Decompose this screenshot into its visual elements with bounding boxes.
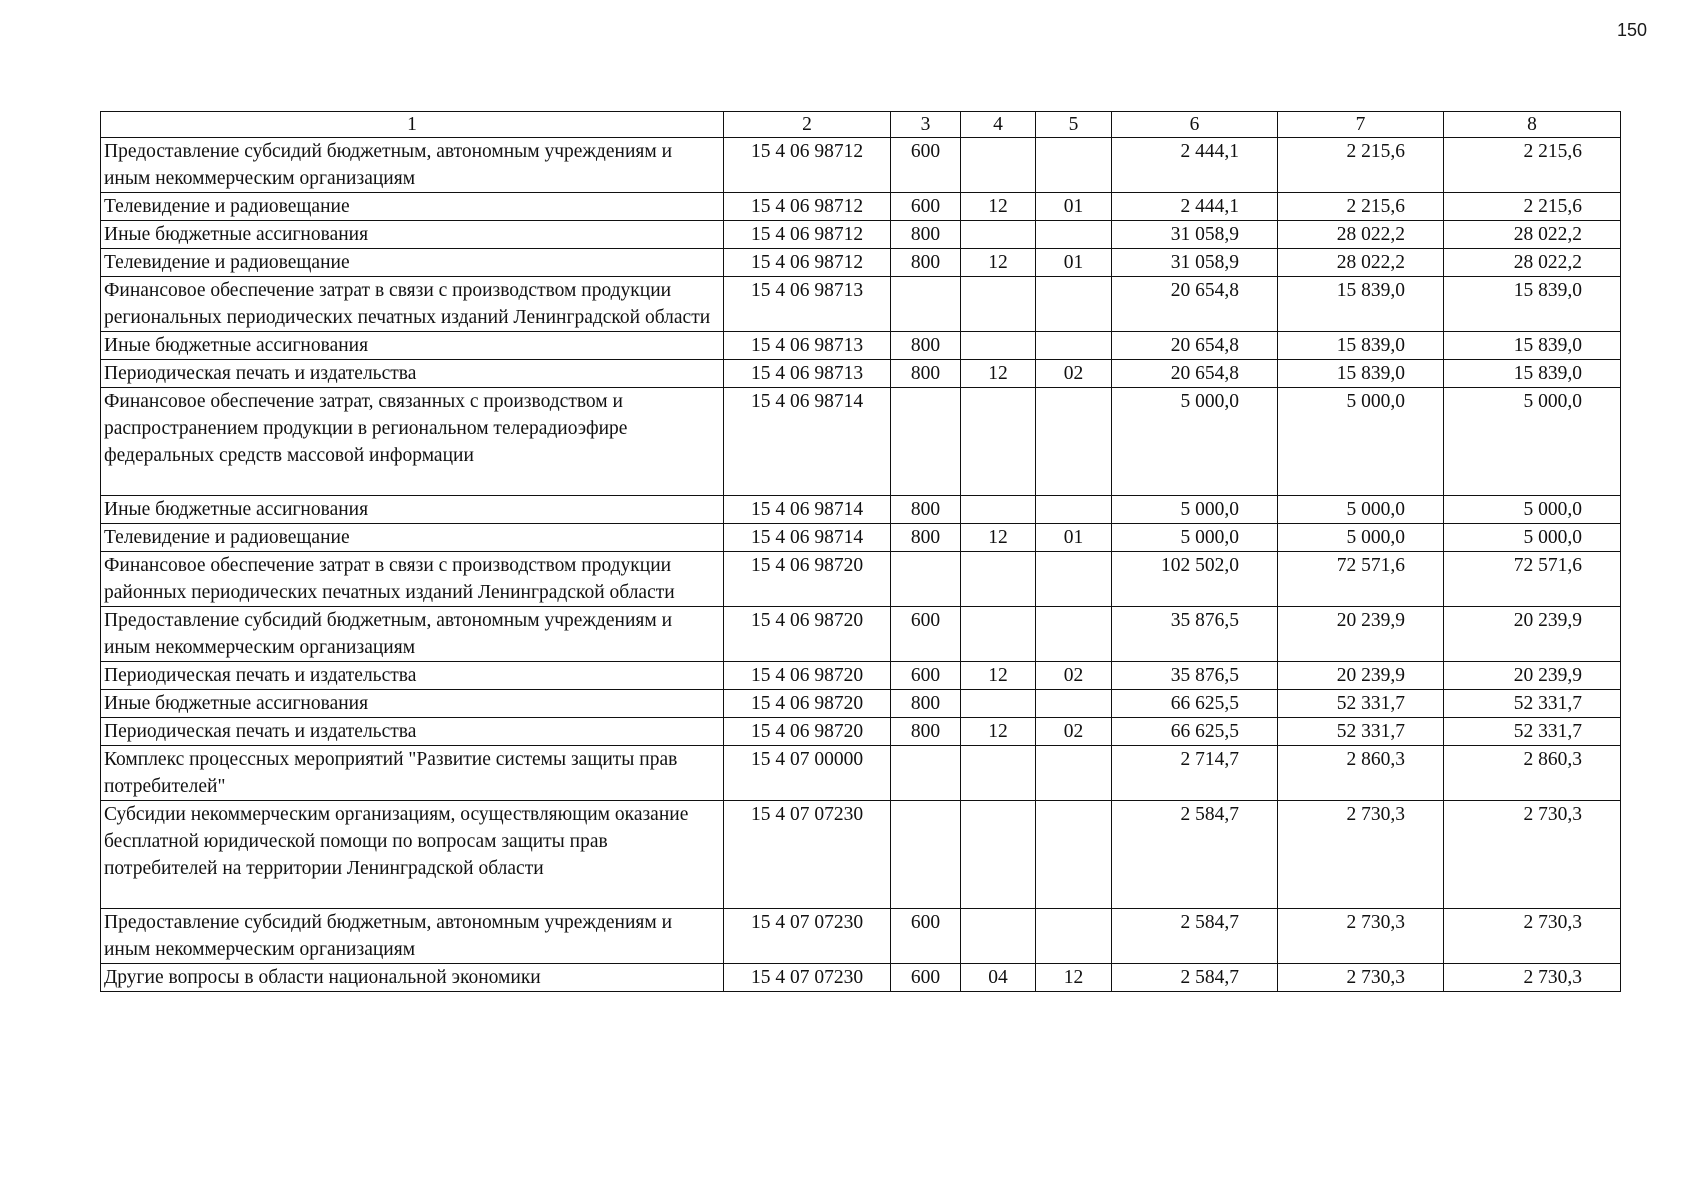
row-value-col6: 2 584,7 (1112, 801, 1278, 909)
row-name: Иные бюджетные ассигнования (101, 496, 724, 524)
table-row (101, 690, 1621, 718)
row-name: Субсидии некоммерческим организациям, осуществляющим оказание бесплатной юридической помощи по вопросам защиты прав потребителей на территории Ленинградской области (101, 801, 724, 909)
row-value-col7: 15 839,0 (1278, 332, 1444, 360)
table-row (101, 552, 1621, 607)
table-row (101, 662, 1621, 690)
row-subsection: 12 (1036, 964, 1112, 992)
row-value-col7: 20 239,9 (1278, 607, 1444, 662)
table-row (101, 277, 1621, 332)
row-code: 15 4 06 98712 (724, 193, 891, 221)
row-subsection (1036, 607, 1112, 662)
row-code: 15 4 06 98712 (724, 249, 891, 277)
table-row (101, 746, 1621, 801)
row-value-col6: 20 654,8 (1112, 332, 1278, 360)
row-subsection: 01 (1036, 193, 1112, 221)
budget-table (100, 111, 1621, 992)
row-section: 04 (961, 964, 1036, 992)
row-value-col8: 15 839,0 (1444, 332, 1621, 360)
row-section (961, 801, 1036, 909)
row-value-col7: 2 730,3 (1278, 801, 1444, 909)
row-section (961, 277, 1036, 332)
row-subsection (1036, 221, 1112, 249)
row-expense-type: 800 (891, 496, 961, 524)
row-subsection (1036, 496, 1112, 524)
row-expense-type: 600 (891, 662, 961, 690)
row-name: Предоставление субсидий бюджетным, автономным учреждениям и иным некоммерческим организациям (101, 909, 724, 964)
row-expense-type: 600 (891, 607, 961, 662)
row-expense-type: 600 (891, 964, 961, 992)
row-expense-type: 600 (891, 909, 961, 964)
col-header-2: 2 (724, 112, 891, 138)
table-row (101, 524, 1621, 552)
row-value-col8: 52 331,7 (1444, 718, 1621, 746)
row-code: 15 4 06 98720 (724, 718, 891, 746)
row-expense-type: 800 (891, 524, 961, 552)
row-section: 12 (961, 662, 1036, 690)
header-row (101, 112, 1621, 138)
col-header-8: 8 (1444, 112, 1621, 138)
row-value-col7: 15 839,0 (1278, 360, 1444, 388)
row-value-col8: 2 730,3 (1444, 964, 1621, 992)
row-subsection: 02 (1036, 718, 1112, 746)
table-row (101, 964, 1621, 992)
row-name: Предоставление субсидий бюджетным, автономным учреждениям и иным некоммерческим организациям (101, 607, 724, 662)
row-subsection (1036, 801, 1112, 909)
table-body (101, 138, 1621, 992)
col-header-1: 1 (101, 112, 724, 138)
row-subsection: 02 (1036, 360, 1112, 388)
row-name: Иные бюджетные ассигнования (101, 221, 724, 249)
row-value-col6: 5 000,0 (1112, 496, 1278, 524)
row-value-col8: 20 239,9 (1444, 607, 1621, 662)
row-value-col8: 28 022,2 (1444, 249, 1621, 277)
row-name: Финансовое обеспечение затрат, связанных с производством и распространением продукции в региональном телерадиоэфире федеральных средств массовой информации (101, 388, 724, 496)
row-section (961, 496, 1036, 524)
row-code: 15 4 07 07230 (724, 909, 891, 964)
row-section (961, 221, 1036, 249)
row-value-col7: 2 215,6 (1278, 138, 1444, 193)
row-name: Финансовое обеспечение затрат в связи с производством продукции региональных периодических печатных изданий Ленинградской области (101, 277, 724, 332)
row-section: 12 (961, 718, 1036, 746)
row-code: 15 4 06 98713 (724, 277, 891, 332)
row-value-col7: 28 022,2 (1278, 249, 1444, 277)
row-section (961, 690, 1036, 718)
row-value-col6: 5 000,0 (1112, 524, 1278, 552)
row-value-col8: 2 860,3 (1444, 746, 1621, 801)
row-value-col7: 2 215,6 (1278, 193, 1444, 221)
row-expense-type: 800 (891, 718, 961, 746)
row-section: 12 (961, 193, 1036, 221)
row-name: Телевидение и радиовещание (101, 193, 724, 221)
col-header-6: 6 (1112, 112, 1278, 138)
row-expense-type: 800 (891, 332, 961, 360)
row-value-col7: 52 331,7 (1278, 690, 1444, 718)
row-value-col8: 2 215,6 (1444, 193, 1621, 221)
row-code: 15 4 06 98720 (724, 690, 891, 718)
row-code: 15 4 07 07230 (724, 801, 891, 909)
row-expense-type (891, 801, 961, 909)
row-value-col7: 72 571,6 (1278, 552, 1444, 607)
row-subsection (1036, 277, 1112, 332)
row-name: Иные бюджетные ассигнования (101, 690, 724, 718)
row-section: 12 (961, 249, 1036, 277)
row-value-col7: 5 000,0 (1278, 388, 1444, 496)
row-subsection (1036, 552, 1112, 607)
row-subsection: 01 (1036, 524, 1112, 552)
row-value-col8: 72 571,6 (1444, 552, 1621, 607)
row-subsection (1036, 690, 1112, 718)
row-code: 15 4 06 98720 (724, 552, 891, 607)
row-value-col6: 31 058,9 (1112, 249, 1278, 277)
row-expense-type (891, 277, 961, 332)
row-expense-type (891, 388, 961, 496)
row-value-col6: 35 876,5 (1112, 607, 1278, 662)
row-value-col7: 2 730,3 (1278, 909, 1444, 964)
row-code: 15 4 06 98712 (724, 221, 891, 249)
table-row (101, 909, 1621, 964)
col-header-5: 5 (1036, 112, 1112, 138)
row-subsection: 01 (1036, 249, 1112, 277)
row-value-col8: 5 000,0 (1444, 496, 1621, 524)
row-value-col6: 20 654,8 (1112, 360, 1278, 388)
row-code: 15 4 06 98712 (724, 138, 891, 193)
row-value-col7: 5 000,0 (1278, 524, 1444, 552)
row-value-col7: 20 239,9 (1278, 662, 1444, 690)
row-section (961, 138, 1036, 193)
row-expense-type: 800 (891, 360, 961, 388)
col-header-3: 3 (891, 112, 961, 138)
row-value-col8: 15 839,0 (1444, 360, 1621, 388)
row-value-col8: 2 730,3 (1444, 909, 1621, 964)
row-name: Иные бюджетные ассигнования (101, 332, 724, 360)
row-value-col7: 52 331,7 (1278, 718, 1444, 746)
row-value-col6: 66 625,5 (1112, 690, 1278, 718)
table-row (101, 801, 1621, 909)
row-section (961, 746, 1036, 801)
row-value-col6: 2 584,7 (1112, 964, 1278, 992)
row-section (961, 909, 1036, 964)
row-code: 15 4 06 98713 (724, 332, 891, 360)
row-code: 15 4 06 98720 (724, 662, 891, 690)
row-value-col7: 2 860,3 (1278, 746, 1444, 801)
table-row (101, 193, 1621, 221)
page-number: 150 (1616, 20, 1647, 40)
row-value-col8: 2 215,6 (1444, 138, 1621, 193)
row-expense-type (891, 552, 961, 607)
row-value-col6: 5 000,0 (1112, 388, 1278, 496)
row-value-col6: 2 444,1 (1112, 193, 1278, 221)
row-name: Периодическая печать и издательства (101, 360, 724, 388)
row-code: 15 4 07 07230 (724, 964, 891, 992)
row-section (961, 552, 1036, 607)
row-value-col7: 15 839,0 (1278, 277, 1444, 332)
row-code: 15 4 06 98713 (724, 360, 891, 388)
table-row (101, 221, 1621, 249)
row-value-col8: 20 239,9 (1444, 662, 1621, 690)
row-code: 15 4 07 00000 (724, 746, 891, 801)
row-value-col6: 102 502,0 (1112, 552, 1278, 607)
row-value-col6: 20 654,8 (1112, 277, 1278, 332)
table-row (101, 607, 1621, 662)
row-name: Периодическая печать и издательства (101, 718, 724, 746)
row-value-col8: 2 730,3 (1444, 801, 1621, 909)
col-header-4: 4 (961, 112, 1036, 138)
row-value-col8: 28 022,2 (1444, 221, 1621, 249)
table-row (101, 138, 1621, 193)
table-row (101, 332, 1621, 360)
row-subsection (1036, 388, 1112, 496)
row-value-col6: 2 584,7 (1112, 909, 1278, 964)
col-header-7: 7 (1278, 112, 1444, 138)
row-expense-type: 800 (891, 690, 961, 718)
row-name: Финансовое обеспечение затрат в связи с производством продукции районных периодических печатных изданий Ленинградской области (101, 552, 724, 607)
row-value-col6: 31 058,9 (1112, 221, 1278, 249)
table-row (101, 249, 1621, 277)
row-value-col6: 2 444,1 (1112, 138, 1278, 193)
row-value-col6: 2 714,7 (1112, 746, 1278, 801)
row-name: Другие вопросы в области национальной экономики (101, 964, 724, 992)
row-value-col7: 5 000,0 (1278, 496, 1444, 524)
row-expense-type: 600 (891, 138, 961, 193)
row-value-col8: 5 000,0 (1444, 388, 1621, 496)
row-section: 12 (961, 360, 1036, 388)
table-row (101, 718, 1621, 746)
row-name: Предоставление субсидий бюджетным, автономным учреждениям и иным некоммерческим организациям (101, 138, 724, 193)
row-code: 15 4 06 98720 (724, 607, 891, 662)
row-name: Комплекс процессных мероприятий "Развитие системы защиты прав потребителей" (101, 746, 724, 801)
row-section (961, 388, 1036, 496)
row-section (961, 607, 1036, 662)
row-name: Телевидение и радиовещание (101, 249, 724, 277)
row-expense-type: 600 (891, 193, 961, 221)
row-value-col8: 52 331,7 (1444, 690, 1621, 718)
row-value-col7: 28 022,2 (1278, 221, 1444, 249)
row-subsection (1036, 746, 1112, 801)
row-section: 12 (961, 524, 1036, 552)
row-expense-type: 800 (891, 249, 961, 277)
row-value-col8: 5 000,0 (1444, 524, 1621, 552)
table-row (101, 360, 1621, 388)
row-code: 15 4 06 98714 (724, 524, 891, 552)
row-value-col6: 35 876,5 (1112, 662, 1278, 690)
row-value-col8: 15 839,0 (1444, 277, 1621, 332)
row-name: Телевидение и радиовещание (101, 524, 724, 552)
row-section (961, 332, 1036, 360)
row-value-col7: 2 730,3 (1278, 964, 1444, 992)
row-code: 15 4 06 98714 (724, 496, 891, 524)
row-expense-type (891, 746, 961, 801)
row-subsection (1036, 138, 1112, 193)
row-subsection (1036, 909, 1112, 964)
row-subsection (1036, 332, 1112, 360)
row-subsection: 02 (1036, 662, 1112, 690)
row-code: 15 4 06 98714 (724, 388, 891, 496)
row-value-col6: 66 625,5 (1112, 718, 1278, 746)
row-expense-type: 800 (891, 221, 961, 249)
table-row (101, 388, 1621, 496)
row-name: Периодическая печать и издательства (101, 662, 724, 690)
table-row (101, 496, 1621, 524)
